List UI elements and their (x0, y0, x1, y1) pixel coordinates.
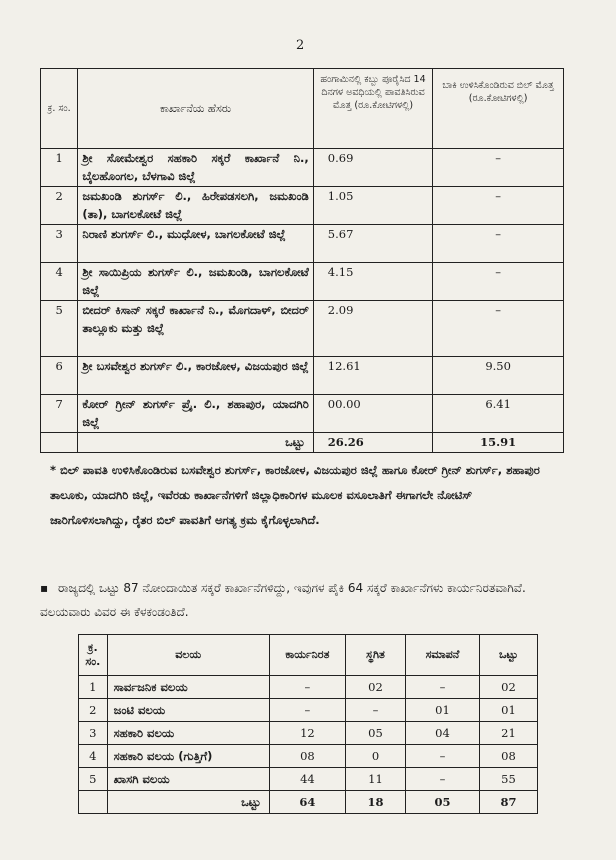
row-working: 08 (269, 745, 345, 768)
table-row (41, 395, 564, 433)
row-sno: 7 (41, 395, 78, 433)
row-factory-name: ಶ್ರೀ ಬಸವೇಶ್ವರ ಶುಗರ್ಸ್ ಲಿ., ಕಾರಜೋಳ, ವಿಜಯಪುರ ಜಿಲ್ಲೆ (78, 357, 313, 395)
row-sno: 5 (41, 301, 78, 357)
col-header-sno: ಕ್ರ. ಸಂ. (79, 635, 108, 676)
total-closed: 05 (405, 791, 479, 814)
table-row (41, 357, 564, 395)
total-stopped: 18 (346, 791, 406, 814)
row-stopped: 02 (346, 676, 406, 699)
row-factory-name: ಕೋರ್ ಗ್ರೀನ್ ಶುಗರ್ಸ್ ಪ್ರೈ. ಲಿ., ಶಹಾಪುರ, ಯಾದಗಿರಿ ಜಿಲ್ಲೆ (78, 395, 313, 433)
table-row (79, 722, 538, 745)
row-balance-amount: – (433, 187, 564, 225)
row-working: – (269, 699, 345, 722)
col-header-paid-amount: ಹಂಗಾಮಿನಲ್ಲಿ ಕಬ್ಬು ಪೂರೈಸಿದ 14 ದಿನಗಳ ಅವಧಿಯಲ್ಲಿ ಪಾವತಿಸಿರುವ ಮೊತ್ತ (ರೂ.ಕೋಟಿಗಳಲ್ಲಿ) (313, 69, 432, 149)
row-stopped: 05 (346, 722, 406, 745)
table-row (41, 225, 564, 263)
total-blank-cell (79, 791, 108, 814)
row-sno: 5 (79, 768, 108, 791)
row-balance-amount: 6.41 (433, 395, 564, 433)
note-factory-summary-text: ರಾಜ್ಯದಲ್ಲಿ ಒಟ್ಟು 87 ನೋಂದಾಯಿತ ಸಕ್ಕರೆ ಕಾರ್ಖಾನೆಗಳಿದ್ದು, ಇವುಗಳ ಪೈಕಿ 64 ಸಕ್ಕರೆ ಕಾರ್ಖಾನೆಗಳು ಕಾರ್ಯನಿರತವಾಗಿವೆ. ವಲಯವಾರು ವಿವರ ಈ ಕೆಳಕಂಡಂತಿದೆ. (40, 581, 526, 619)
row-factory-name: ಶ್ರೀ ಸೋಮೇಶ್ವರ ಸಹಕಾರಿ ಸಕ್ಕರೆ ಕಾರ್ಖಾನೆ ನಿ., ಬೈಲಹೊಂಗಲ, ಬೆಳಗಾವಿ ಜಿಲ್ಲೆ (78, 149, 313, 187)
row-stopped: – (346, 699, 406, 722)
row-balance-amount: – (433, 301, 564, 357)
table-row (79, 745, 538, 768)
col-header-working: ಕಾರ್ಯನಿರತ (269, 635, 345, 676)
row-closed: – (405, 676, 479, 699)
row-factory-name: ಬೀದರ್ ಕಿಸಾನ್ ಸಕ್ಕರೆ ಕಾರ್ಖಾನೆ ನಿ., ಮೊಗದಾಳ್, ಬೀದರ್ ತಾಲ್ಲೂಕು ಮತ್ತು ಜಿಲ್ಲೆ (78, 301, 313, 357)
row-paid-amount: 0.69 (313, 149, 432, 187)
row-total: 21 (479, 722, 537, 745)
payment-table (40, 68, 564, 453)
note-factory-summary (40, 576, 560, 624)
row-balance-amount: 9.50 (433, 357, 564, 395)
row-stopped: 11 (346, 768, 406, 791)
row-paid-amount: 1.05 (313, 187, 432, 225)
total-paid-amount: 26.26 (313, 433, 432, 453)
row-sno: 4 (41, 263, 78, 301)
row-closed: – (405, 768, 479, 791)
row-sector: ಸಹಕಾರಿ ವಲಯ (ಗುತ್ತಿಗೆ) (107, 745, 269, 768)
table-row (79, 676, 538, 699)
row-paid-amount: 5.67 (313, 225, 432, 263)
row-sno: 3 (41, 225, 78, 263)
total-label: ಒಟ್ಟು (78, 433, 313, 453)
row-sno: 2 (79, 699, 108, 722)
row-sector: ಸಾರ್ವಜನಿಕ ವಲಯ (107, 676, 269, 699)
row-sector: ಸಹಕಾರಿ ವಲಯ (107, 722, 269, 745)
row-sector: ಜಂಟಿ ವಲಯ (107, 699, 269, 722)
row-balance-amount: – (433, 225, 564, 263)
table-row (79, 768, 538, 791)
row-factory-name: ನಿರಾಣಿ ಶುಗರ್ಸ್ ಲಿ., ಮುಧೋಳ, ಬಾಗಲಕೋಟೆ ಜಿಲ್ಲೆ (78, 225, 313, 263)
row-factory-name: ಶ್ರೀ ಸಾಯಿಪ್ರಿಯ ಶುಗರ್ಸ್ ಲಿ., ಜಮಖಂಡಿ, ಬಾಗಲಕೋಟೆ ಜಿಲ್ಲೆ (78, 263, 313, 301)
col-header-factory-name: ಕಾರ್ಖಾನೆಯ ಹೆಸರು (78, 69, 313, 149)
row-sno: 2 (41, 187, 78, 225)
row-paid-amount: 4.15 (313, 263, 432, 301)
row-total: 08 (479, 745, 537, 768)
row-sno: 4 (79, 745, 108, 768)
page-number: 2 (296, 38, 305, 53)
row-factory-name: ಜಮಖಂಡಿ ಶುಗರ್ಸ್ ಲಿ., ಹಿರೇಪಡಸಲಗಿ, ಜಮಖಂಡಿ (ತಾ), ಬಾಗಲಕೋಟೆ ಜಿಲ್ಲೆ (78, 187, 313, 225)
row-balance-amount: – (433, 149, 564, 187)
sector-table (78, 634, 538, 814)
row-total: 01 (479, 699, 537, 722)
table-row (41, 149, 564, 187)
table-row (41, 263, 564, 301)
row-sector: ಖಾಸಗಿ ವಲಯ (107, 768, 269, 791)
row-sno: 1 (79, 676, 108, 699)
row-sno: 6 (41, 357, 78, 395)
note-bill-recovery: * ಬಿಲ್ ಪಾವತಿ ಉಳಿಸಿಕೊಂಡಿರುವ ಬಸವೇಶ್ವರ ಶುಗರ್ಸ್, ಕಾರಜೋಳ, ವಿಜಯಪುರ ಜಿಲ್ಲೆ ಹಾಗೂ ಕೋರ್ ಗ್ರೀನ್ ಶುಗರ್ಸ್, ಶಹಾಪುರ ತಾಲೂಕು, ಯಾದಗಿರಿ ಜಿಲ್ಲೆ, ಇವೆರಡು ಕಾರ್ಖಾನೆಗಳಿಗೆ ಜಿಲ್ಲಾಧಿಕಾರಿಗಳ ಮೂಲಕ ವಸೂಲಾತಿಗೆ ಈಗಾಗಲೇ ನೋಟಿಸ್ ಜಾರಿಗೊಳಿಸಲಾಗಿದ್ದು, ರೈತರ ಬಿಲ್ ಪಾವತಿಗೆ ಅಗತ್ಯ ಕ್ರಮ ಕೈಗೊಳ್ಳಲಾಗಿದೆ. (50, 463, 540, 527)
col-header-sno: ಕ್ರ. ಸಂ. (41, 69, 78, 149)
table-total-row (79, 791, 538, 814)
total-total: 87 (479, 791, 537, 814)
row-closed: 01 (405, 699, 479, 722)
row-balance-amount: – (433, 263, 564, 301)
row-paid-amount: 2.09 (313, 301, 432, 357)
col-header-balance-amount: ಬಾಕಿ ಉಳಿಸಿಕೊಂಡಿರುವ ಬಿಲ್ ಮೊತ್ತ (ರೂ.ಕೋಟಿಗಳಲ್ಲಿ) (433, 69, 564, 149)
table-row (79, 699, 538, 722)
col-header-closed: ಸಮಾಪನೆ (405, 635, 479, 676)
bullet-icon: ▪ (40, 581, 49, 595)
row-sno: 1 (41, 149, 78, 187)
total-label: ಒಟ್ಟು (107, 791, 269, 814)
total-balance-amount: 15.91 (433, 433, 564, 453)
row-paid-amount: 12.61 (313, 357, 432, 395)
row-closed: 04 (405, 722, 479, 745)
col-header-total: ಒಟ್ಟು (479, 635, 537, 676)
total-working: 64 (269, 791, 345, 814)
col-header-stopped: ಸ್ಥಗಿತ (346, 635, 406, 676)
row-working: 12 (269, 722, 345, 745)
row-total: 02 (479, 676, 537, 699)
row-working: 44 (269, 768, 345, 791)
table-row (41, 187, 564, 225)
col-header-sector: ವಲಯ (107, 635, 269, 676)
table-total-row (41, 433, 564, 453)
row-closed: – (405, 745, 479, 768)
table-row (41, 301, 564, 357)
total-blank-cell (41, 433, 78, 453)
row-stopped: 0 (346, 745, 406, 768)
row-total: 55 (479, 768, 537, 791)
row-working: – (269, 676, 345, 699)
row-paid-amount: 00.00 (313, 395, 432, 433)
row-sno: 3 (79, 722, 108, 745)
